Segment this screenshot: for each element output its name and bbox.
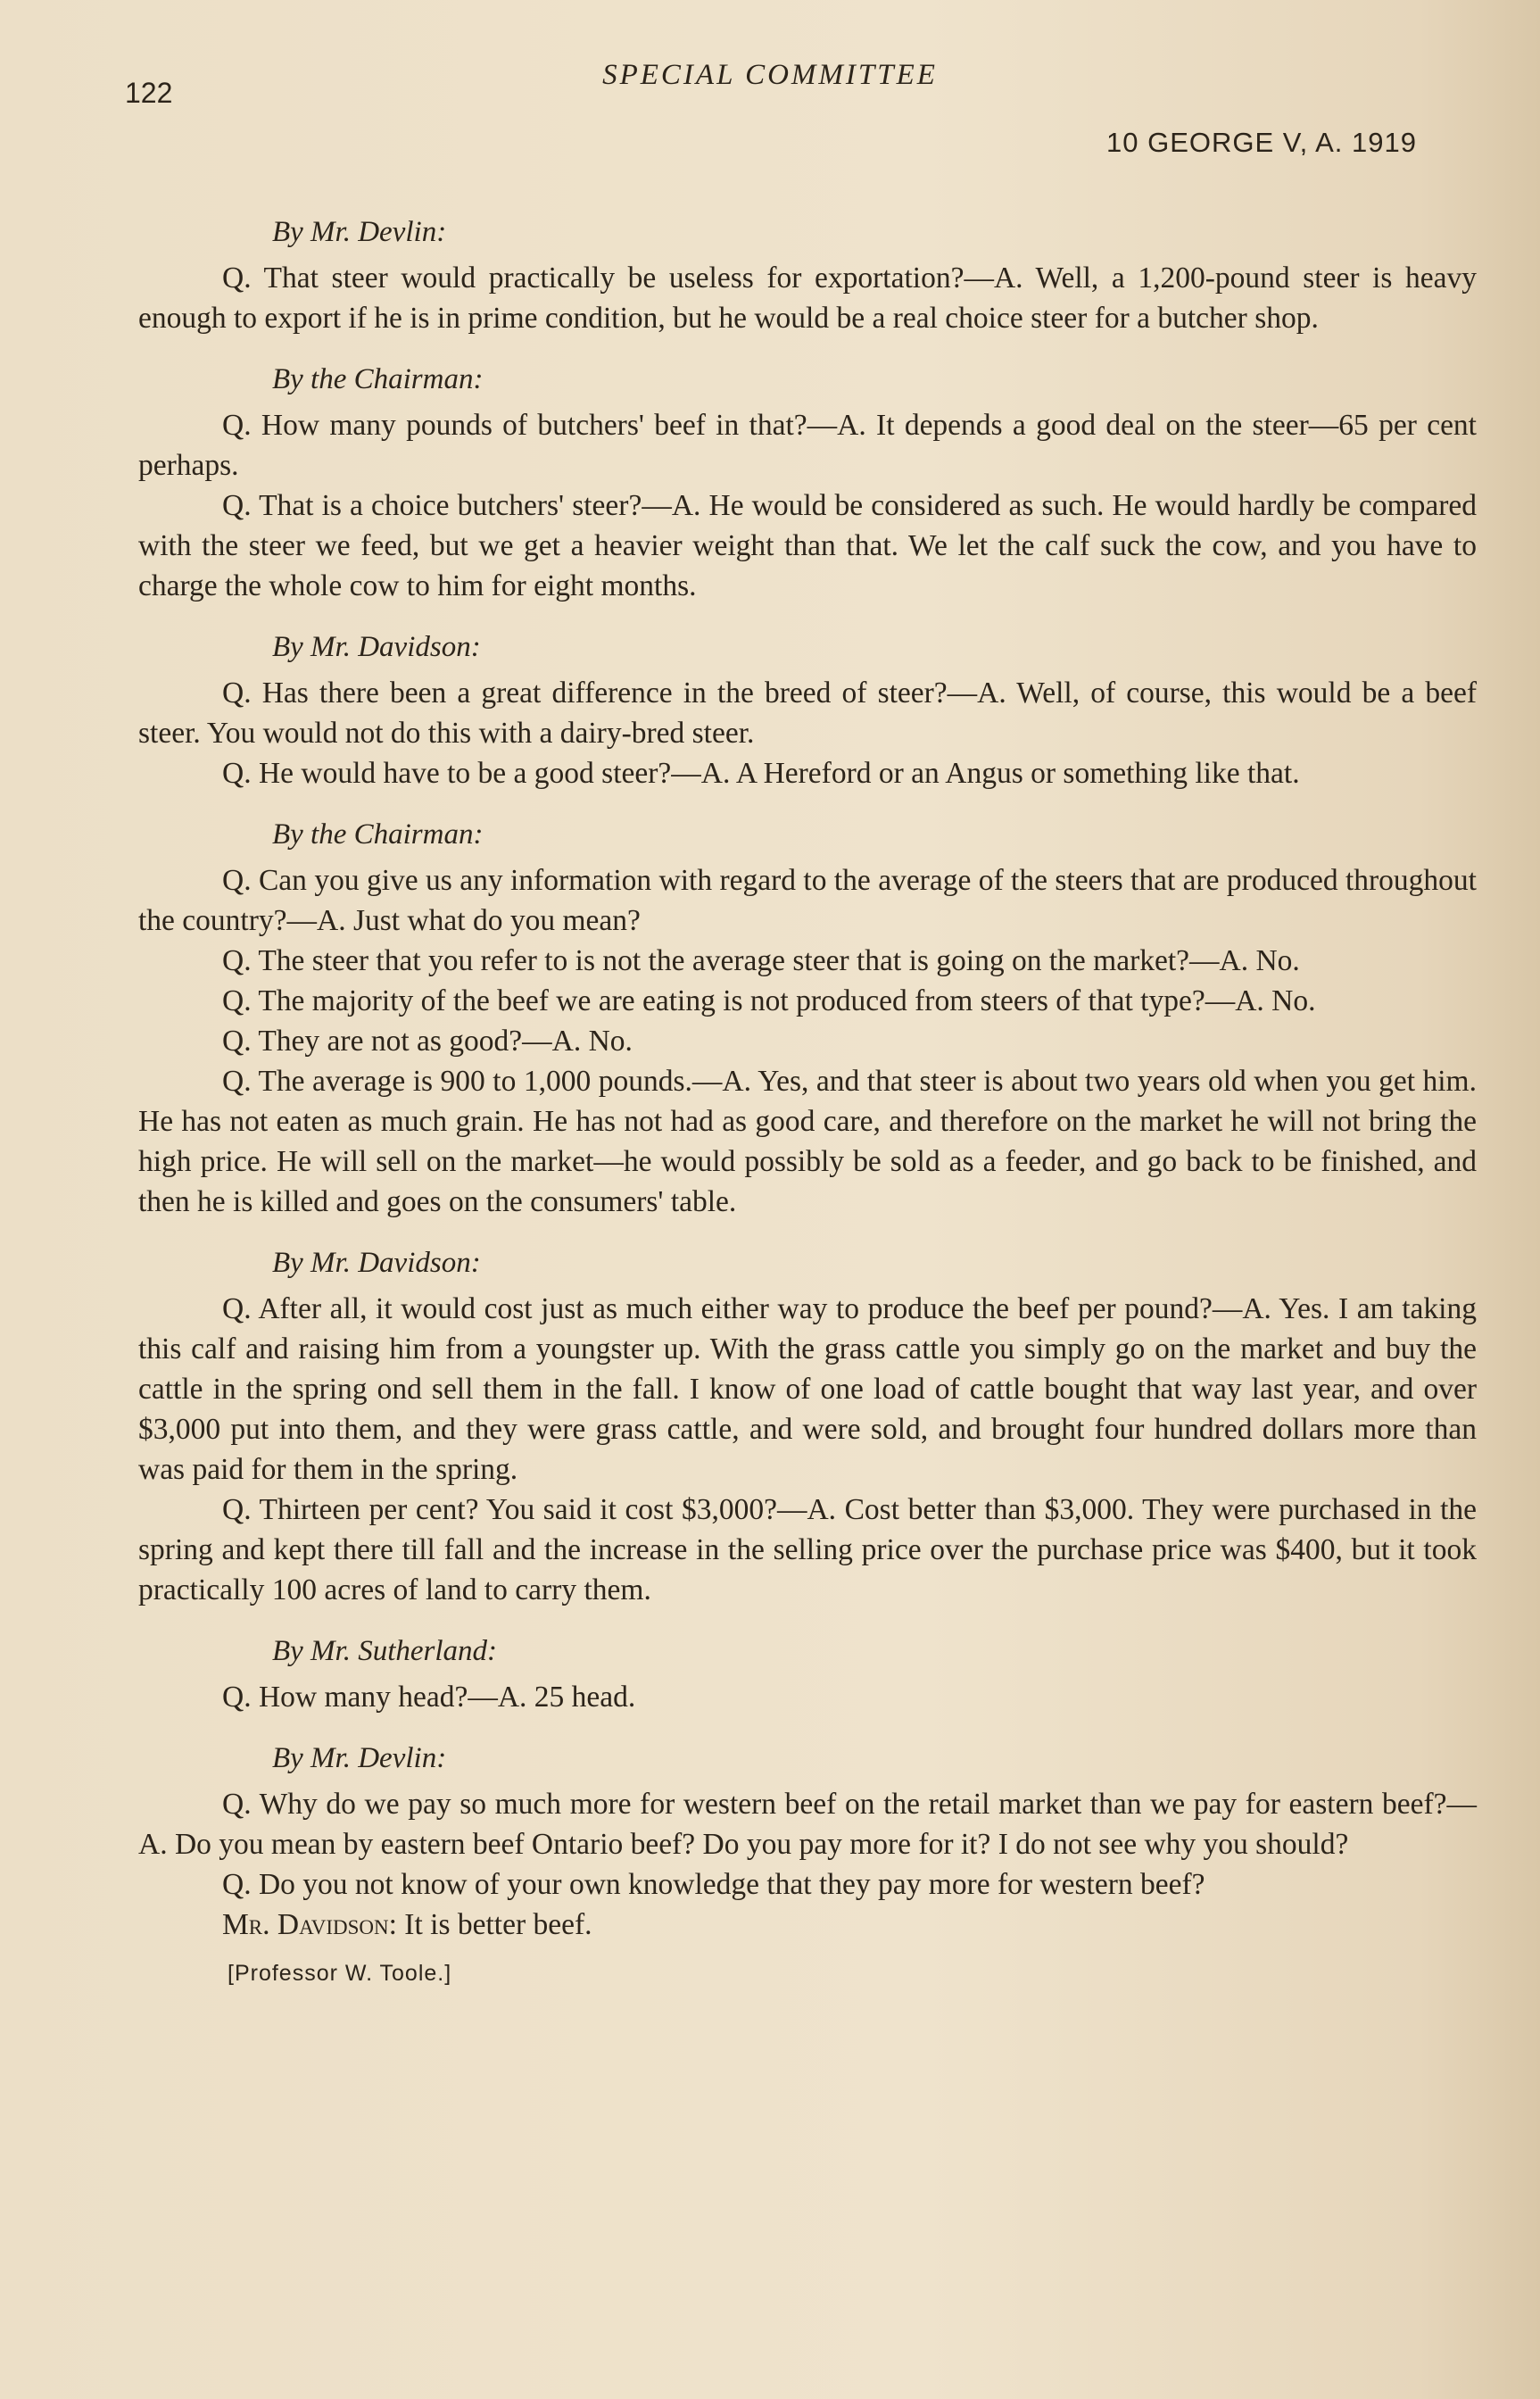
final-text: It is better beef. bbox=[404, 1908, 592, 1941]
testimony-paragraph: Q. He would have to be a good steer?—A. A Hereford or an Angus or something like that. bbox=[222, 757, 1300, 790]
testimony-paragraph: Q. They are not as good?—A. No. bbox=[222, 1025, 633, 1058]
speaker-heading: By Mr. Devlin: bbox=[272, 1742, 447, 1774]
testimony-paragraph: Q. How many head?—A. 25 head. bbox=[222, 1681, 636, 1714]
speaker-heading: By Mr. Devlin: bbox=[272, 216, 447, 248]
speaker-heading: By the Chairman: bbox=[272, 363, 484, 395]
speaker-heading: By the Chairman: bbox=[272, 818, 484, 851]
speaker-heading: By Mr. Davidson: bbox=[272, 631, 481, 663]
speaker-heading: By Mr. Sutherland: bbox=[272, 1635, 498, 1667]
running-head: SPECIAL COMMITTEE bbox=[602, 59, 938, 91]
testimony-paragraph: Q. Why do we pay so much more for western beef on the retail market than we pay for eastern beef?—A. Do you mean by eastern beef Ontario beef? Do you pay more for it? I do not see why you should? bbox=[138, 1788, 1477, 1861]
speaker-heading: By Mr. Davidson: bbox=[272, 1247, 481, 1279]
testimony-paragraph: Q. That is a choice butchers' steer?—A. He would be considered as such. He would hardly be compared with the steer we feed, but we get a heavier weight than that. We let the calf suck the cow, and you have to charge the whole cow to him for eight months. bbox=[138, 489, 1477, 602]
testimony-paragraph: Q. Do you not know of your own knowledge that they pay more for western beef? bbox=[222, 1868, 1205, 1901]
testimony-paragraph: Q. The steer that you refer to is not the average steer that is going on the market?—A. No. bbox=[222, 944, 1300, 977]
final-speaker: Mr. Davidson: bbox=[222, 1908, 397, 1941]
page-number: 122 bbox=[125, 77, 173, 109]
testimony-paragraph: Q. After all, it would cost just as much either way to produce the beef per pound?—A. Yes. I am taking this calf and raising him from a youngster up. With the grass cattle you simply go on the market and buy the cattle in the spring ond sell them in the fall. I know of one load of cattle bought that way last year, and over $3,000 put into them, and they were grass cattle, and were sold, and brought four hundred dollars more than was paid for them in the spring. bbox=[138, 1292, 1477, 1486]
testimony-paragraph: Q. The majority of the beef we are eating is not produced from steers of that type?—A. No. bbox=[222, 984, 1316, 1017]
final-line bbox=[138, 1905, 1477, 1945]
footer-note: [Professor W. Toole.] bbox=[228, 1961, 452, 1986]
testimony-paragraph: Q. Has there been a great difference in the breed of steer?—A. Well, of course, this would be a beef steer. You would not do this with a dairy-bred steer. bbox=[138, 677, 1477, 750]
testimony-paragraph: Q. The average is 900 to 1,000 pounds.—A. Yes, and that steer is about two years old when you get him. He has not eaten as much grain. He has not had as good care, and therefore on the market he will not bring the high price. He will sell on the market—he would possibly be sold as a feeder, and go back to be finished, and then he is killed and goes on the consumers' table. bbox=[138, 1065, 1477, 1218]
transcript-body bbox=[138, 191, 1477, 1994]
testimony-paragraph: Q. How many pounds of butchers' beef in that?—A. It depends a good deal on the steer—65 per cent perhaps. bbox=[138, 409, 1477, 482]
testimony-paragraph: Q. Thirteen per cent? You said it cost $3,000?—A. Cost better than $3,000. They were purchased in the spring and kept there till fall and the increase in the selling price over the purchase price was $400, but it took practically 100 acres of land to carry them. bbox=[138, 1493, 1477, 1606]
transcript-blocks bbox=[138, 212, 1477, 1905]
testimony-paragraph: Q. Can you give us any information with regard to the average of the steers that are produced throughout the country?—A. Just what do you mean? bbox=[138, 864, 1477, 937]
session-label: 10 GEORGE V, A. 1919 bbox=[1106, 127, 1417, 158]
testimony-paragraph: Q. That steer would practically be useless for exportation?—A. Well, a 1,200-pound steer is heavy enough to export if he is in prime condition, but he would be a real choice steer for a butcher shop. bbox=[138, 261, 1477, 335]
